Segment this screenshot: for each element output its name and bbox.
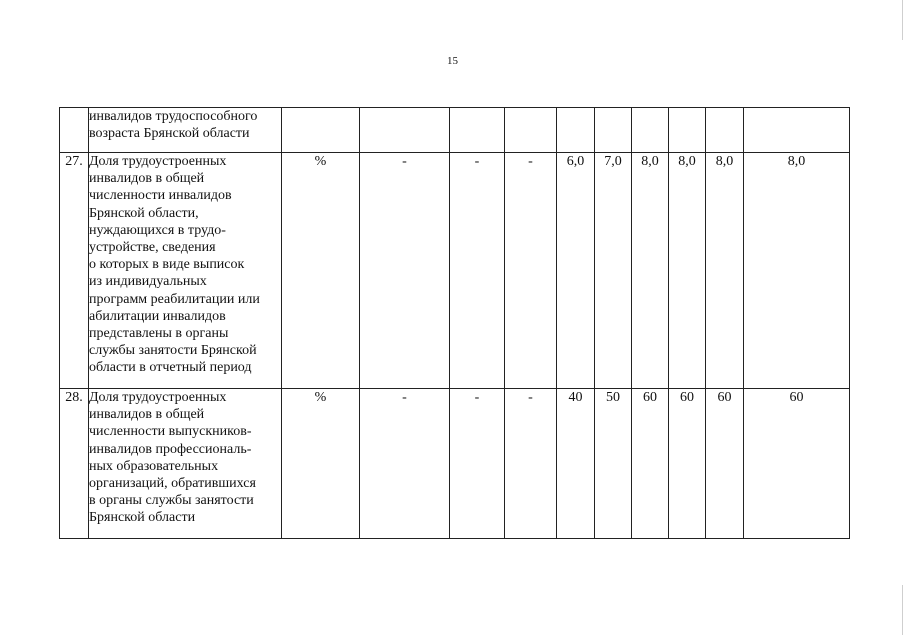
value-cell: 40 [557,389,595,539]
indicator-name: Доля трудоустроенных инвалидов в общей численности инвалидов Брянской области, нуждающихся в трудо- устройстве, сведения о которых в виде выписок из индивидуальных программ реабилитации или абилитации инвалидов представлены в органы службы занятости Брянской области в отчетный период [89,153,282,389]
value-cell: 8,0 [706,153,744,389]
value-cell [595,108,632,153]
value-cell: 8,0 [669,153,706,389]
indicator-name: инвалидов трудоспособного возраста Брянской области [89,108,282,153]
scan-edge-line [902,585,903,635]
value-cell: - [360,153,450,389]
value-cell: - [450,389,505,539]
value-cell: - [450,153,505,389]
scan-edge-line [902,0,903,40]
value-cell [360,108,450,153]
value-cell: 8,0 [632,153,669,389]
value-cell [669,108,706,153]
row-number [60,108,89,153]
value-cell: 60 [744,389,850,539]
indicators-table [59,107,850,539]
value-cell: 50 [595,389,632,539]
unit-cell [282,108,360,153]
value-cell: 7,0 [595,153,632,389]
indicator-name: Доля трудоустроенных инвалидов в общей численности выпускников- инвалидов профессиональ- ных образовательных организаций, обратившихся в органы службы занятости Брянской области [89,389,282,539]
value-cell: 8,0 [744,153,850,389]
table-row-27 [60,153,850,389]
page-number: 15 [447,55,458,67]
row-number: 27. [60,153,89,389]
value-cell [632,108,669,153]
value-cell: - [505,153,557,389]
row-number: 28. [60,389,89,539]
value-cell [706,108,744,153]
value-cell: 60 [706,389,744,539]
unit-cell: % [282,389,360,539]
value-cell: 6,0 [557,153,595,389]
value-cell: - [505,389,557,539]
value-cell: 60 [669,389,706,539]
table-row-28 [60,389,850,539]
table-row-continuation [60,108,850,153]
value-cell [744,108,850,153]
value-cell [557,108,595,153]
unit-cell: % [282,153,360,389]
value-cell [450,108,505,153]
value-cell: - [360,389,450,539]
value-cell [505,108,557,153]
value-cell: 60 [632,389,669,539]
